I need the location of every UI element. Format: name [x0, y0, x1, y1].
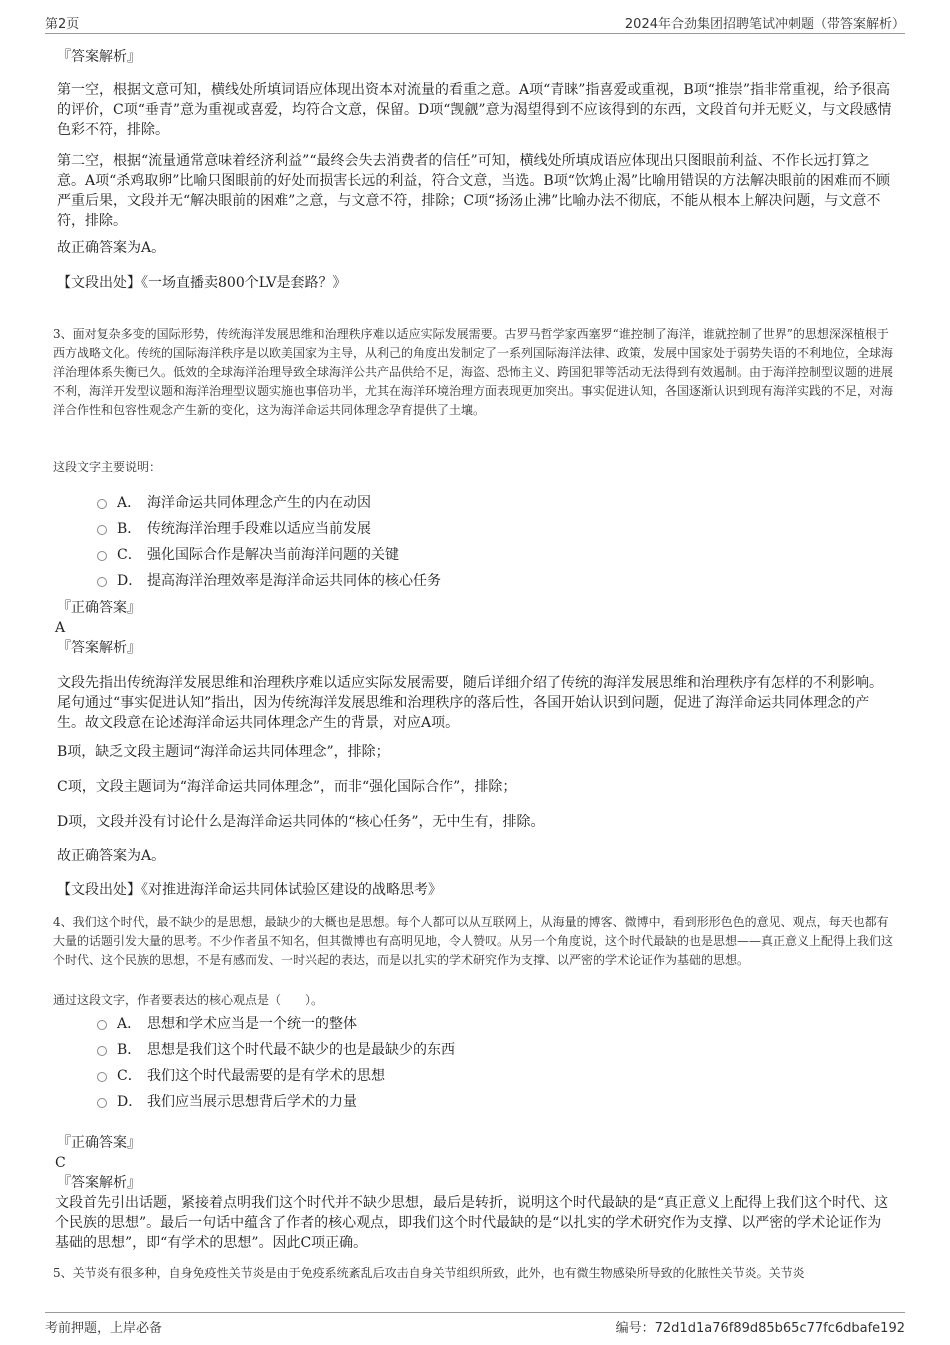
q4-answer: C	[55, 1155, 66, 1171]
q3-answer: A	[55, 620, 66, 636]
option-letter: B．	[117, 521, 142, 537]
q3-answer-label: 『正确答案』	[57, 600, 141, 616]
q4-option-b[interactable]	[97, 1039, 893, 1061]
option-letter: B．	[117, 1042, 142, 1058]
q3-option-c-analysis: C项，文段主题词为“海洋命运共同体理念”，而非“强化国际合作”，排除；	[57, 779, 517, 795]
radio-icon[interactable]	[97, 499, 107, 509]
page-header	[45, 13, 905, 34]
q3-source: 【文段出处】《对推进海洋命运共同体试验区建设的战略思考》	[57, 882, 442, 898]
q3-prompt: 这段文字主要说明：	[53, 460, 162, 474]
option-letter: A．	[117, 495, 142, 511]
q4-option-a[interactable]	[97, 1013, 893, 1035]
option-text: 我们这个时代最需要的是有学术的思想	[147, 1068, 385, 1084]
option-text: 思想是我们这个时代最不缺少的也是最缺少的东西	[147, 1042, 455, 1058]
q3-analysis: 文段先指出传统海洋发展思维和治理秩序难以适应实际发展需要，随后详细介绍了传统的海洋发展思维和治理秩序有怎样的不利影响。尾句通过“事实促进认知”指出，因为传统海洋发展思维和治理秩序的落后性，各国开始认识到问题，促进了海洋命运共同体理念的产生。故文段意在论述海洋命运共同体理念产生的背景，对应A项。	[57, 675, 883, 731]
footer-slogan: 考前押题，上岸必备	[45, 1321, 163, 1336]
q3-stem: 3、面对复杂多变的国际形势，传统海洋发展思维和治理秩序难以适应实际发展需要。古罗马哲学家西塞罗“谁控制了海洋，谁就控制了世界”的思想深深植根于西方战略文化。传统的国际海洋秩序是以欧美国家为主导，从利己的角度出发制定了一系列国际海洋法律、政策，发展中国家处于弱势失语的不利地位，全球海洋治理体系失衡已久。低效的全球海洋治理导致全球海洋公共产品供给不足，海盗、恐怖主义、跨国犯罪等活动无法得到有效遏制。由于海洋控制型议题的进展不利，海洋开发型议题和海洋治理型议题实施也事倍功半，尤其在海洋环境治理方面表现更加突出。事实促进认知，各国逐渐认识到现有海洋实践的不足，对海洋合作性和包容性观念产生新的变化，这为海洋命运共同体理念孕育提供了土壤。	[53, 327, 894, 417]
q2-analysis-para1: 第一空，根据文意可知，横线处所填词语应体现出资本对流量的看重之意。A项“青睐”指喜爱或重视，B项“推崇”指非常重视，给予很高的评价，C项“垂青”意为重视或喜爱，均符合文意，保留。D项“觊觎”意为渴望得到不应该得到的东西，文段首句并无贬义，与文段感情色彩不符，排除。	[57, 82, 892, 138]
q4-prompt: 通过这段文字，作者要表达的核心观点是（ ）。	[53, 993, 324, 1007]
option-text: 传统海洋治理手段难以适应当前发展	[147, 521, 371, 537]
q2-analysis-para2: 第二空，根据“流量通常意味着经济利益”“最终会失去消费者的信任”可知，横线处所填成语应体现出只图眼前利益、不作长远打算之意。A项“杀鸡取卵”比喻只图眼前的好处而损害长远的利益，符合文意，当选。B项“饮鸩止渴”比喻用错误的方法解决眼前的困难而不顾严重后果，文段并无“解决眼前的困难”之意，与文意不符，排除；C项“扬汤止沸”比喻办法不彻底，不能从根本上解决问题，与文意不符，排除。	[57, 153, 891, 229]
q3-option-c[interactable]	[97, 544, 893, 566]
footer-code: 编号：72d1d1a76f89d85b65c77fc6dbafe192	[615, 1321, 905, 1336]
option-text: 思想和学术应当是一个统一的整体	[147, 1016, 357, 1032]
q4-option-c[interactable]	[97, 1065, 893, 1087]
q3-option-b-analysis: B项，缺乏文段主题词“海洋命运共同体理念”，排除；	[57, 744, 390, 760]
radio-icon[interactable]	[97, 577, 107, 587]
q2-analysis-label: 『答案解析』	[57, 49, 141, 65]
radio-icon[interactable]	[97, 1046, 107, 1056]
page-footer	[45, 1312, 905, 1335]
q3-conclusion: 故正确答案为A。	[57, 848, 166, 864]
q3-option-d-analysis: D项，文段并没有讨论什么是海洋命运共同体的“核心任务”，无中生有，排除。	[57, 814, 545, 830]
q4-analysis-label: 『答案解析』	[57, 1175, 141, 1191]
q3-option-a[interactable]	[97, 492, 893, 514]
option-letter: C．	[117, 1068, 142, 1084]
option-text: 海洋命运共同体理念产生的内在动因	[147, 495, 371, 511]
document-title: 2024年合劲集团招聘笔试冲刺题（带答案解析）	[624, 17, 905, 32]
q4-stem: 4、我们这个时代，最不缺少的是思想，最缺少的大概也是思想。每个人都可以从互联网上，从海量的博客、微博中，看到形形色色的意见、观点，每天也都有大量的话题引发大量的思考。不少作者虽不知名，但其微博也有高明见地，令人赞叹。从另一个角度说，这个时代最缺的也是思想——真正意义上配得上我们这个时代、这个民族的思想，不是有感而发、一时兴起的表达，而是以扎实的学术研究作为支撑、以严密的学术论证作为基础的思想。	[53, 915, 894, 967]
q3-option-d[interactable]	[97, 570, 893, 592]
option-text: 我们应当展示思想背后学术的力量	[147, 1094, 357, 1110]
option-letter: D．	[117, 573, 143, 589]
q2-conclusion: 故正确答案为A。	[57, 240, 166, 256]
q2-source: 【文段出处】《一场直播卖800个LV是套路？》	[57, 275, 347, 291]
radio-icon[interactable]	[97, 551, 107, 561]
radio-icon[interactable]	[97, 1098, 107, 1108]
radio-icon[interactable]	[97, 1020, 107, 1030]
q4-option-d[interactable]	[97, 1091, 893, 1113]
radio-icon[interactable]	[97, 525, 107, 535]
q4-answer-label: 『正确答案』	[57, 1135, 141, 1151]
option-letter: C．	[117, 547, 142, 563]
option-letter: D．	[117, 1094, 143, 1110]
q4-analysis: 文段首先引出话题，紧接着点明我们这个时代并不缺少思想，最后是转折，说明这个时代最缺的是“真正意义上配得上我们这个时代、这个民族的思想”。最后一句话中蕴含了作者的核心观点，即我们这个时代最缺的是“以扎实的学术研究作为支撑、以严密的学术论证作为基础的思想”，即“有学术的思想”。因此C项正确。	[55, 1195, 889, 1251]
q3-option-b[interactable]	[97, 518, 893, 540]
option-letter: A．	[117, 1016, 142, 1032]
option-text: 强化国际合作是解决当前海洋问题的关键	[147, 547, 399, 563]
page-number: 第2页	[45, 17, 80, 32]
option-text: 提高海洋治理效率是海洋命运共同体的核心任务	[147, 573, 441, 589]
q3-analysis-label: 『答案解析』	[57, 640, 141, 656]
q5-stem: 5、关节炎有很多种，自身免疫性关节炎是由于免疫系统紊乱后攻击自身关节组织所致，此外，也有微生物感染所导致的化脓性关节炎。关节炎	[53, 1266, 805, 1280]
radio-icon[interactable]	[97, 1072, 107, 1082]
